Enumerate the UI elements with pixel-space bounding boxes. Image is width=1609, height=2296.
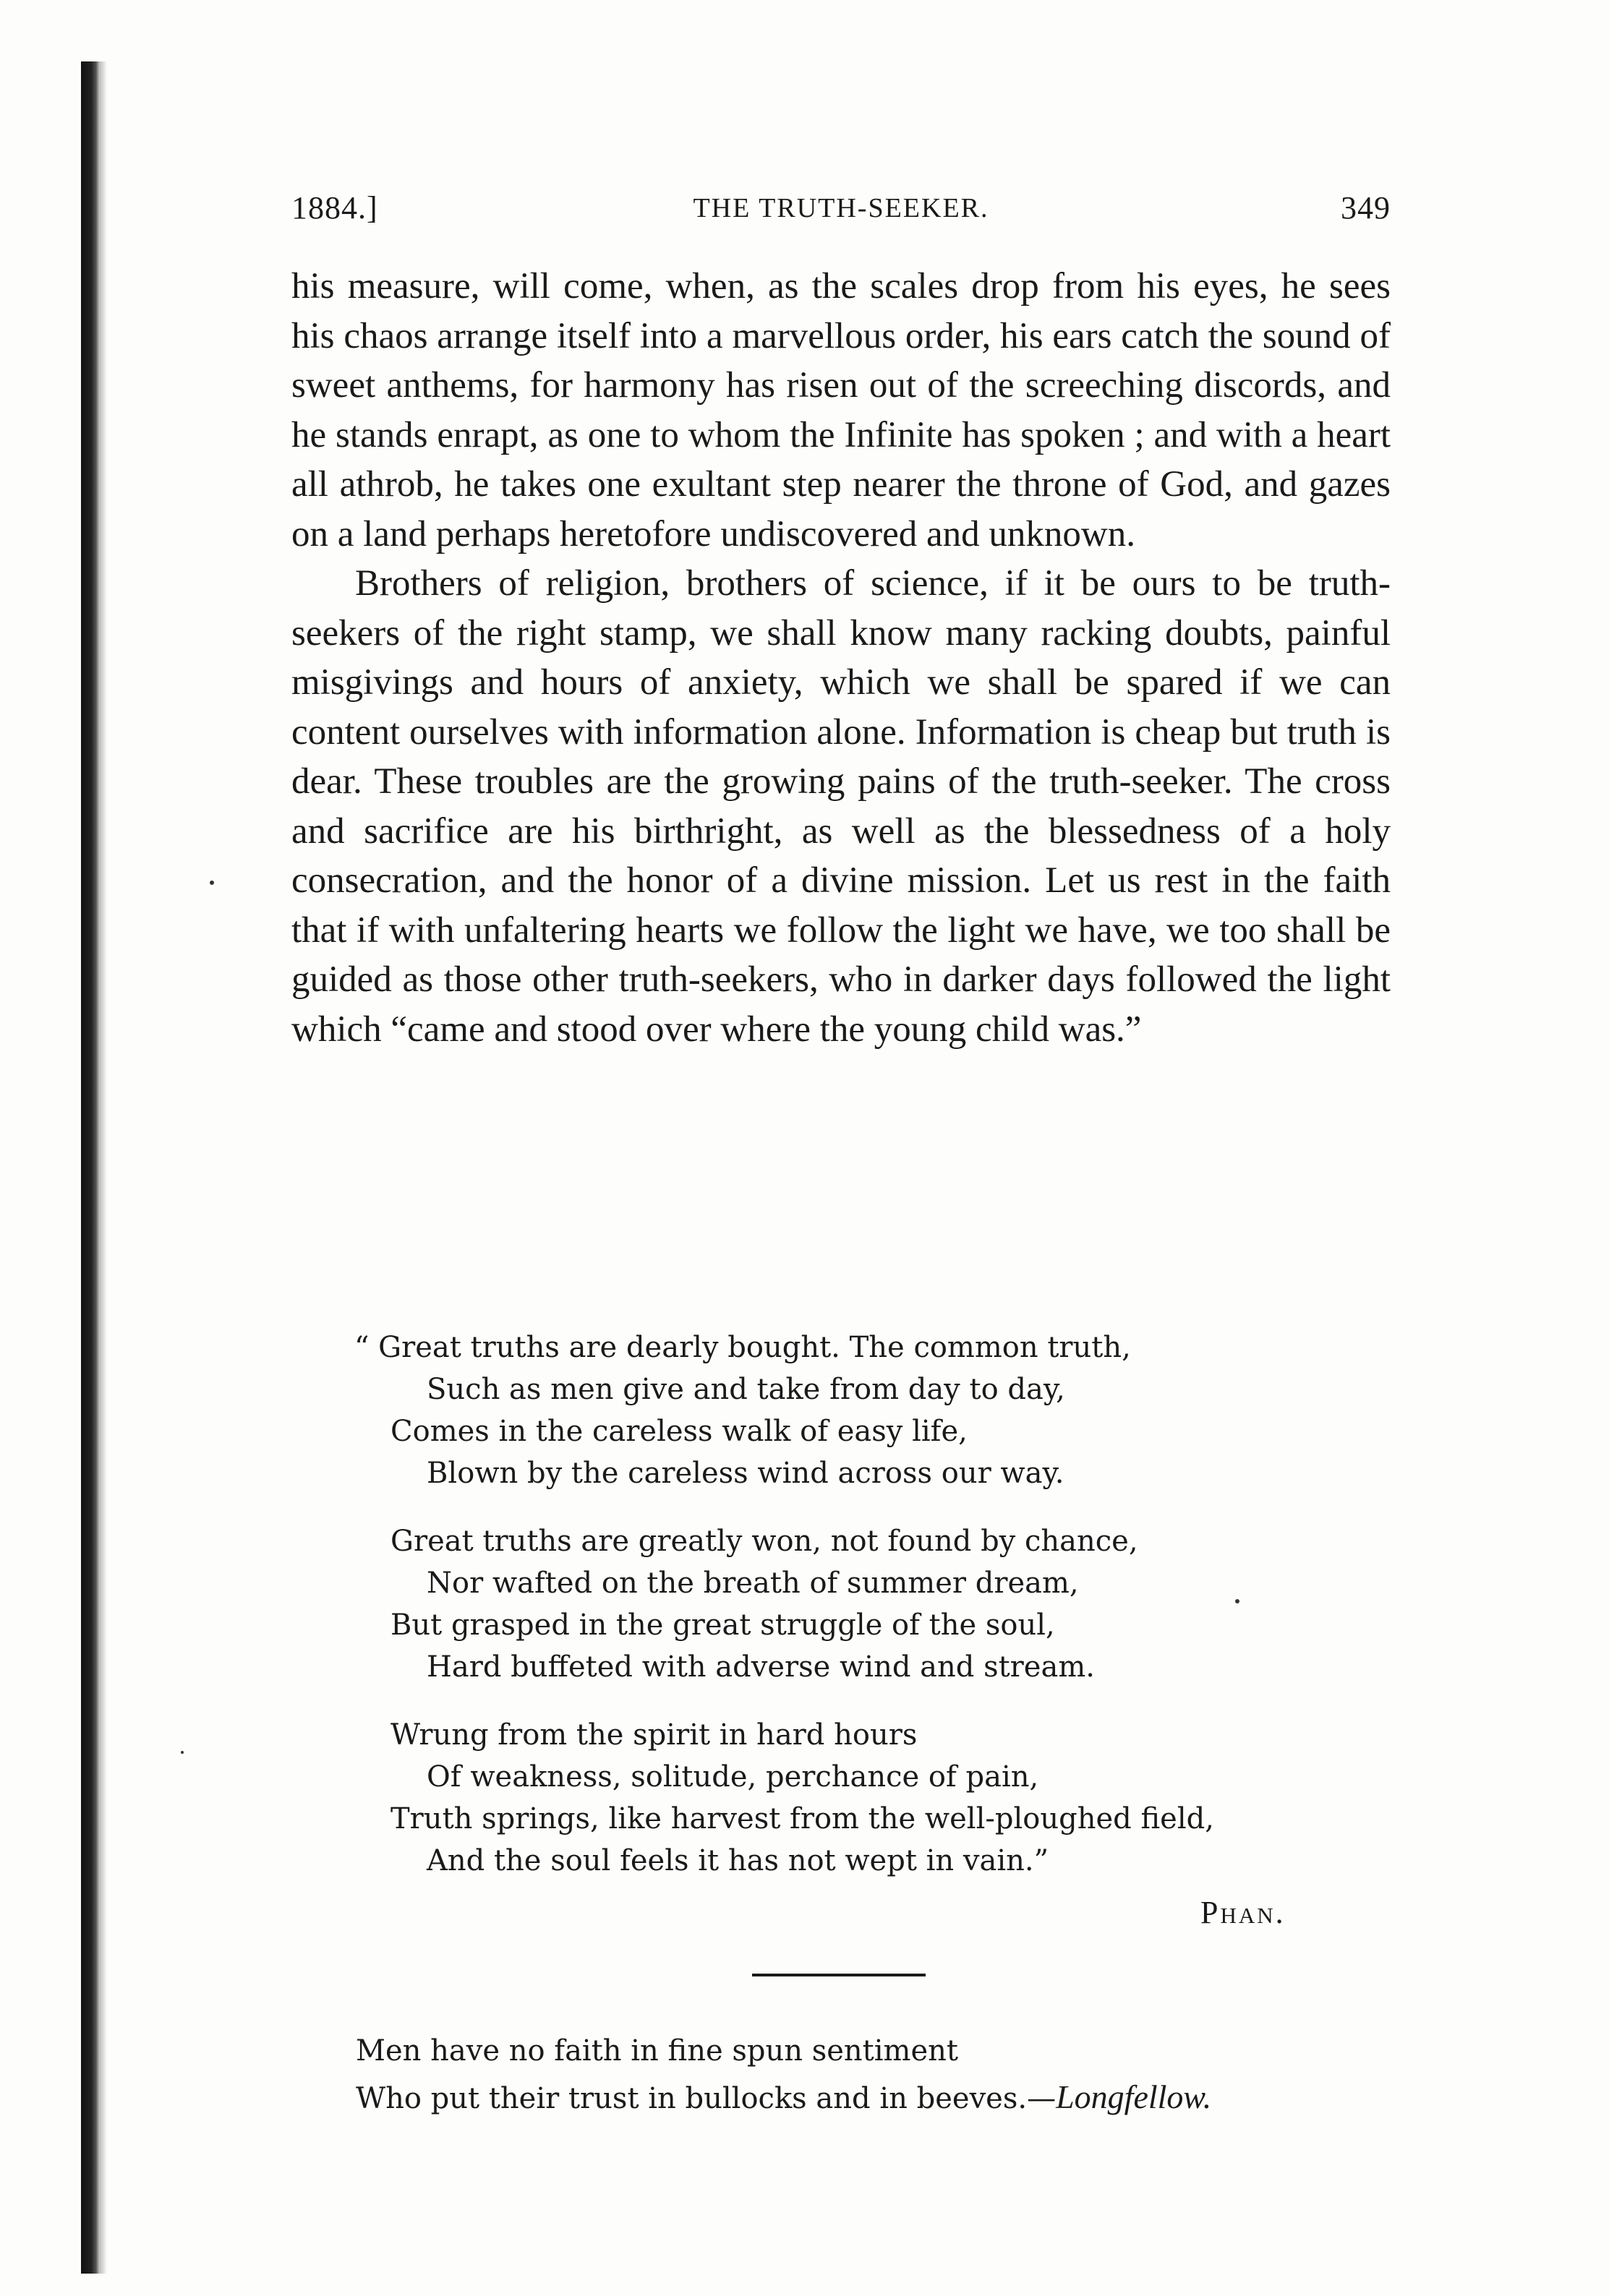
epigraph-author: Longfellow. <box>1056 2078 1212 2115</box>
scan-speck <box>1235 1599 1239 1603</box>
poem-line: Hard buffeted with adverse wind and stream. <box>427 1650 1095 1684</box>
scan-speck <box>181 1751 184 1754</box>
poem-stanza-2 <box>354 1520 1367 1688</box>
poem-line: Such as men give and take from day to day, <box>427 1373 1065 1406</box>
poem-line: Blown by the careless wind across our way. <box>427 1457 1064 1490</box>
poem-line: Comes in the careless walk of easy life, <box>390 1415 968 1448</box>
epigraph <box>356 2028 1404 2122</box>
epigraph-line-2 <box>356 2074 1404 2122</box>
poem-line: Nor wafted on the breath of summer dream, <box>427 1567 1079 1600</box>
epigraph-line-2-text: Who put their trust in bullocks and in beeves.— <box>356 2082 1057 2115</box>
poem-line: “ Great truths are dearly bought. The common truth, <box>354 1331 1131 1364</box>
binding-edge <box>81 61 100 2274</box>
poem-line: Truth springs, like harvest from the well-ploughed field, <box>390 1802 1214 1835</box>
page-number: 349 <box>1341 190 1391 226</box>
poem <box>354 1327 1367 1908</box>
section-divider <box>752 1974 926 1976</box>
header-year: 1884.] <box>291 190 378 226</box>
poem-line: Wrung from the spirit in hard hours <box>390 1718 918 1752</box>
paragraph-2: Brothers of religion, brothers of science, if it be ours to be truth-seekers of the right stamp, we shall know many racking doubts, painful misgivings and hours of anxiety, which we shall be spared if we can content ourselves with information alone. Information is cheap but truth is dear. These troubles are the growing pains of the truth-seeker. The cross and sacrifice are his birthright, as well as the blessedness of a holy consecration, and the honor of a divine mission. Let us rest in the faith that if with unfaltering hearts we follow the light we have, we too shall be guided as those other truth-seekers, who in darker days followed the light which “came and stood over where the young child was.” <box>291 563 1391 1050</box>
poem-line: Great truths are greatly won, not found by chance, <box>390 1525 1138 1558</box>
body-text <box>291 262 1391 1054</box>
paragraph-1: his measure, will come, when, as the scales drop from his eyes, he sees his chaos arrange itself into a marvellous order, his ears catch the sound of sweet anthems, for harmony has risen out of the screeching discords, and he stands enrapt, as one to whom the Infinite has spoken ; and with a heart all athrob, he takes one exultant step nearer the throne of God, and gazes on a land perhaps heretofore undiscovered and unknown. <box>291 266 1391 554</box>
header-title: THE TRUTH-SEEKER. <box>693 193 989 223</box>
poem-line: Of weakness, solitude, perchance of pain, <box>427 1760 1039 1794</box>
poem-line: But grasped in the great struggle of the soul, <box>390 1609 1055 1642</box>
poem-signature: Phan. <box>1200 1895 1286 1930</box>
poem-stanza-3 <box>354 1714 1367 1882</box>
poem-stanza-1 <box>354 1327 1367 1494</box>
scan-speck <box>210 881 214 885</box>
epigraph-line-1: Men have no faith in fine spun sentiment <box>356 2034 958 2068</box>
running-head <box>291 189 1391 233</box>
poem-line: And the soul feels it has not wept in vain.” <box>427 1844 1049 1877</box>
